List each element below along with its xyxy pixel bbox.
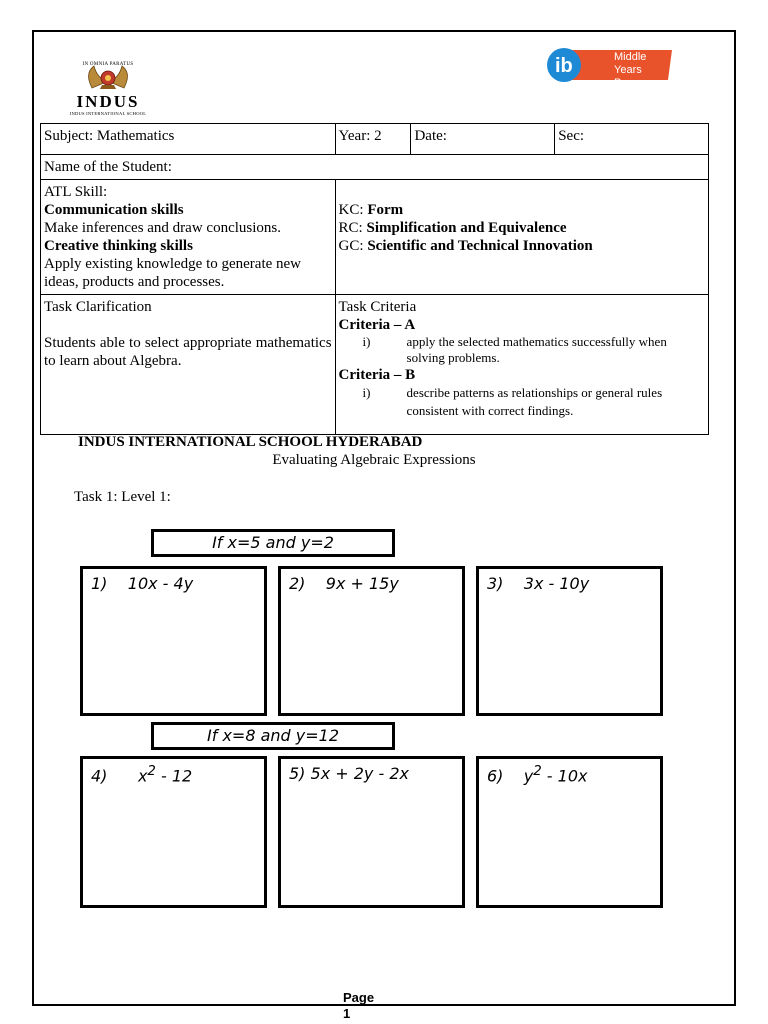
ib-mark: ib: [555, 55, 573, 77]
question-box-3[interactable]: [476, 566, 663, 716]
question-5-number: 5): [289, 764, 306, 783]
sec-cell[interactable]: Sec:: [555, 124, 709, 155]
criteria-a-number: i): [362, 334, 371, 349]
question-4-rest: - 12: [155, 766, 193, 786]
task-criteria-cell: [335, 295, 708, 435]
condition-box-1: [151, 529, 395, 557]
page-word: Page: [343, 990, 375, 1005]
atl-skill-1: Communication skills: [44, 202, 184, 218]
page-number: 1: [343, 1006, 351, 1021]
ib-myp-logo: [544, 46, 674, 89]
question-4-base: x: [137, 766, 148, 786]
question-6-rest: - 10x: [541, 766, 588, 786]
criteria-a-text: apply the selected mathematics successfully when solving problems.: [406, 334, 667, 365]
question-1-expression: 10x - 4y: [127, 574, 194, 593]
ib-text-line2: Programme: [614, 77, 672, 89]
school-heading: INDUS INTERNATIONAL SCHOOL HYDERABAD: [78, 434, 423, 450]
ib-text-line1: Middle Years: [614, 51, 647, 76]
subject-cell: Subject: Mathematics: [41, 124, 336, 155]
date-cell[interactable]: Date:: [411, 124, 555, 155]
condition-2-text: If x=8 and y=12: [207, 726, 339, 745]
task-clarification-cell: [41, 295, 336, 435]
criteria-b-text: describe patterns as relationships or general rules consistent with correct findings.: [406, 385, 663, 418]
kc-label: KC:: [338, 202, 368, 218]
atl-heading: ATL Skill:: [44, 184, 108, 200]
atl-desc-2: Apply existing knowledge to generate new ideas, products and processes.: [44, 256, 302, 290]
gc-value: Scientific and Technical Innovation: [367, 238, 593, 254]
logo-subtitle: INDUS INTERNATIONAL SCHOOL: [69, 111, 147, 116]
question-box-6[interactable]: [476, 756, 663, 908]
question-box-1[interactable]: [80, 566, 267, 716]
criteria-b-number: i): [362, 385, 371, 400]
condition-box-2: [151, 722, 395, 750]
logo-motto: IN OMNIA PARATUS: [82, 62, 134, 67]
question-2-number: 2): [289, 574, 306, 593]
question-6-number: 6): [487, 766, 504, 786]
kc-value: Form: [367, 202, 404, 218]
question-6-base: y: [523, 766, 534, 786]
indus-logo: [62, 62, 154, 120]
question-4-number: 4): [91, 766, 108, 786]
task-criteria-heading: Task Criteria: [338, 299, 417, 315]
criteria-b-heading: Criteria – B: [338, 367, 416, 383]
question-box-2[interactable]: [278, 566, 465, 716]
condition-1-text: If x=5 and y=2: [212, 533, 334, 552]
question-3-number: 3): [487, 574, 504, 593]
worksheet-title: Evaluating Algebraic Expressions: [272, 452, 476, 468]
rc-label: RC:: [338, 220, 367, 236]
concepts-cell: [335, 180, 708, 295]
atl-desc-1: Make inferences and draw conclusions.: [44, 220, 281, 236]
rc-value: Simplification and Equivalence: [366, 220, 567, 236]
task-clarification-text: Students able to select appropriate mathematics to learn about Algebra.: [44, 335, 332, 369]
question-2-expression: 9x + 15y: [325, 574, 399, 593]
question-4-exponent: 2: [147, 764, 156, 779]
question-3-expression: 3x - 10y: [523, 574, 590, 593]
task-clarification-heading: Task Clarification: [44, 299, 152, 315]
question-5-expression: 5x + 2y - 2x: [310, 764, 409, 783]
student-name-cell[interactable]: Name of the Student:: [41, 155, 709, 180]
question-box-4[interactable]: [80, 756, 267, 908]
page-number-label: [343, 990, 374, 1022]
logo-name: INDUS: [76, 92, 140, 111]
criteria-a-heading: Criteria – A: [338, 317, 416, 333]
atl-skill-2: Creative thinking skills: [44, 238, 193, 254]
task-label: Task 1: Level 1:: [74, 489, 171, 505]
gc-label: GC:: [338, 238, 368, 254]
atl-skill-cell: [41, 180, 336, 295]
question-box-5[interactable]: [278, 756, 465, 908]
year-cell: Year: 2: [335, 124, 411, 155]
question-1-number: 1): [91, 574, 108, 593]
question-6-exponent: 2: [533, 764, 542, 779]
info-table: [40, 123, 709, 435]
